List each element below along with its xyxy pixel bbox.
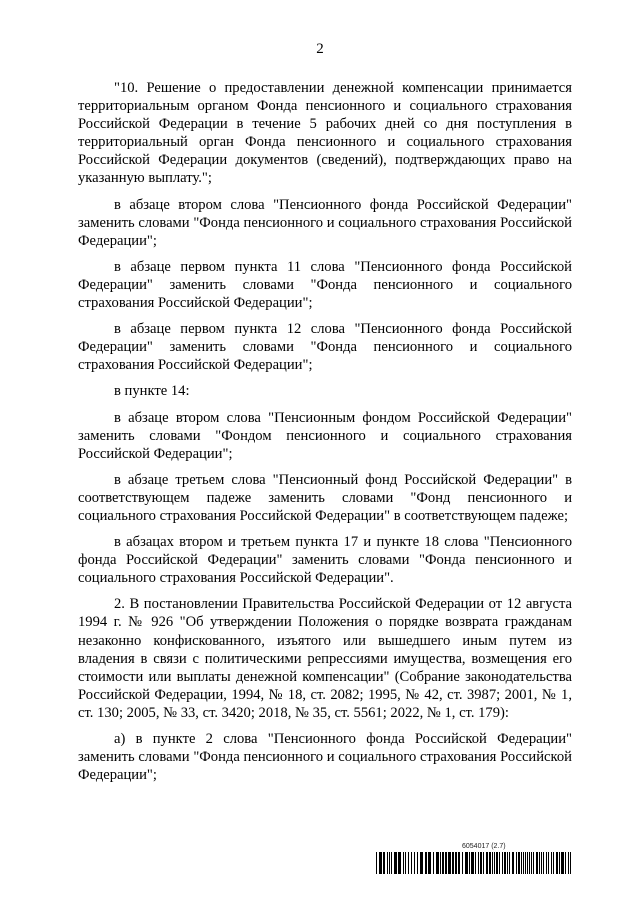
paragraph: 2. В постановлении Правительства Российской Федерации от 12 августа 1994 г. № 926 "Об утверждении Положения о порядке возврата гражданам незаконно конфискованного, изъятого или вышедшего иным путем из владения в связи с политическими репрессиями имущества, возмещения его стоимости или выплаты денежной компенсации" (Собрание законодательства Российской Федерации, 1994, № 18, ст. 2082; 1995, № 42, ст. 3987; 2001, № 1, ст. 130; 2005, № 33, ст. 3420; 2018, № 35, ст. 5561; 2022, № 1, ст. 179): [78,596,572,721]
barcode-label: 6054017 (2.7) [462,843,506,850]
paragraph: в абзаце первом пункта 12 слова "Пенсионного фонда Российской Федерации" заменить словами "Фонда пенсионного и социального страхования Российской Федерации"; [78,321,572,374]
document-body [78,79,572,792]
barcode-image [376,852,572,874]
paragraph: в абзаце втором слова "Пенсионного фонда Российской Федерации" заменить словами "Фонда пенсионного и социального страхования Российской Федерации"; [78,196,572,249]
paragraph: в абзаце третьем слова "Пенсионный фонд Российской Федерации" в соответствующем падеже заменить словами "Фонд пенсионного и социального страхования Российской Федерации" в соответствующем падеже; [78,471,572,524]
paragraph: в абзаце втором слова "Пенсионным фондом Российской Федерации" заменить словами "Фондом пенсионного и социального страхования Российской Федерации"; [78,409,572,462]
paragraph: в абзаце первом пункта 11 слова "Пенсионного фонда Российской Федерации" заменить словами "Фонда пенсионного и социального страхования Российской Федерации"; [78,258,572,312]
paragraph: в пункте 14: [114,383,190,400]
paragraph: в абзацах втором и третьем пункта 17 и пункте 18 слова "Пенсионного фонда Российской Федерации" заменить словами "Фонда пенсионного и социального страхования Российской Федерации". [78,534,572,587]
paragraph: а) в пункте 2 слова "Пенсионного фонда Российской Федерации" заменить словами "Фонда пенсионного и социального страхования Российской Федерации"; [78,731,572,784]
paragraph: "10. Решение о предоставлении денежной компенсации принимается территориальным органом Фонда пенсионного и социального страхования Российской Федерации в течение 5 рабочих дней со дня поступления в территориальный орган Фонда пенсионного и социального страхования Российской Федерации документов (сведений), подтверждающих право на указанную выплату."; [78,80,572,187]
page-number: 2 [316,41,324,57]
